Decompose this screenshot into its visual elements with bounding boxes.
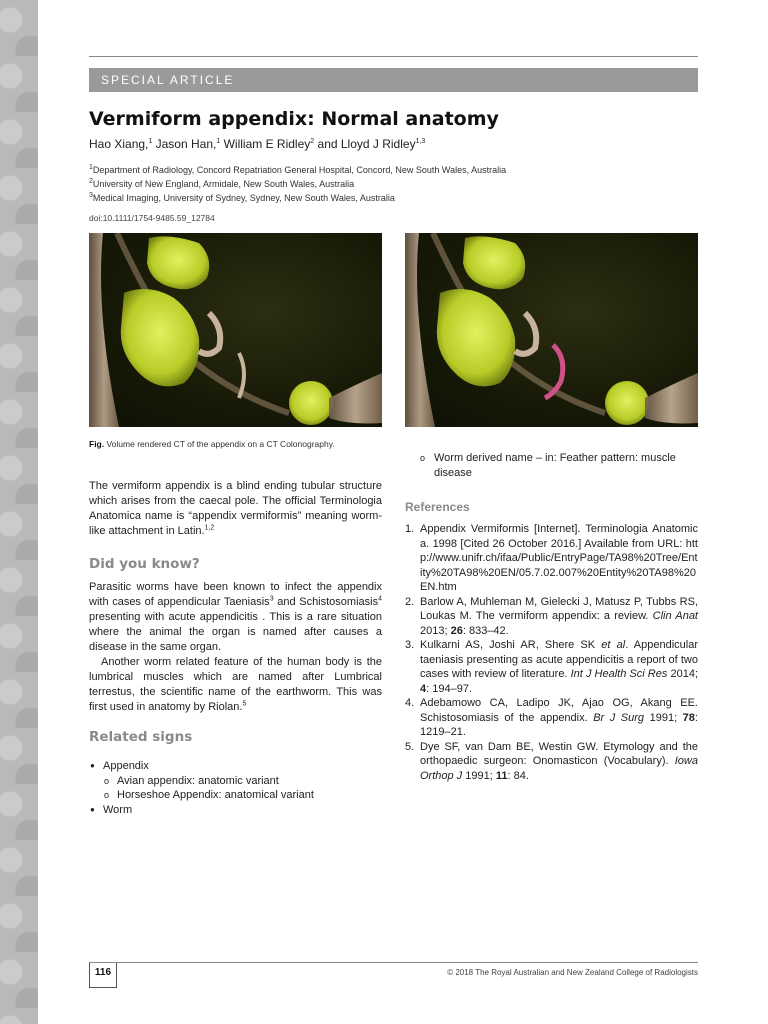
reference-item	[405, 638, 698, 696]
intro-text: The vermiform appendix is a blind ending tubular structure which arises from the caecal pole. The official Terminologia Anatomica name is “appendix vermiformis” meaning worm-like attachment in Latin.	[89, 480, 382, 537]
paragraph-text: and Schistosomiasis	[273, 596, 379, 608]
reference-pages: : 84.	[507, 769, 529, 782]
reference-text: . Appendicular taeniasis presenting as acute appendicitis a report of two cases with review of literature.	[420, 639, 699, 680]
reference-text: Adebamowo CA, Ladipo JK, Ajao OG, Akang EE. Schistosomiasis of the appendix.	[420, 697, 698, 724]
author-affiliation-number: 1	[148, 138, 153, 145]
reference-pages: : 833–42.	[462, 624, 509, 637]
reference-year: 2013;	[420, 624, 451, 637]
author-affiliation-number: 1,3	[415, 138, 426, 145]
reference-year: 2014;	[667, 668, 699, 680]
doi: doi:10.1111/1754-9485.59_12784	[89, 213, 215, 223]
figure-panel-right	[405, 233, 698, 427]
author-affiliation-number: 1	[216, 138, 221, 145]
reference-volume: 11	[495, 769, 508, 782]
did-you-know-heading: Did you know?	[89, 556, 200, 572]
author-affiliation-number: 2	[310, 138, 315, 145]
figure-caption-text: Volume rendered CT of the appendix on a CT Colonography.	[106, 439, 335, 449]
top-divider	[89, 56, 698, 57]
reference-item	[405, 740, 698, 784]
intro-paragraph	[89, 479, 382, 539]
related-signs-list	[89, 759, 382, 817]
citation: 4	[378, 595, 382, 603]
reference-number: 5.	[405, 740, 415, 753]
author-list	[89, 137, 425, 151]
reference-year: 1991;	[462, 769, 496, 782]
reference-number: 4.	[405, 697, 415, 709]
ct-render-image	[89, 233, 382, 427]
author-name: Hao Xiang,	[89, 137, 149, 151]
copyright-notice: © 2018 The Royal Australian and New Zealand College of Radiologists	[447, 968, 698, 977]
citation: 1,2	[204, 524, 215, 532]
affiliation-number: 1	[89, 164, 93, 171]
affiliations	[89, 163, 506, 205]
paragraph-text: Another worm related feature of the human body is the lumbrical muscles which are named after Lumbrical terrestus, the scientific name of the earthworm. This was first used in anatomy by Riolan.	[89, 656, 382, 713]
figure-panel-left	[89, 233, 382, 427]
references-list	[405, 522, 698, 783]
ct-render-image-highlighted	[405, 233, 698, 427]
citation: 3	[269, 595, 274, 603]
reference-year: 1991;	[644, 711, 683, 724]
list-item: ● Worm	[89, 803, 382, 818]
figure-label: Fig.	[89, 439, 105, 449]
journal-name: Int J Health Sci Res	[570, 668, 668, 680]
affiliation-text: University of New England, Armidale, New South Wales, Australia	[92, 179, 355, 189]
author-name: Jason Han,	[155, 137, 217, 151]
reference-number: 3.	[405, 639, 415, 651]
author-name: and Lloyd J Ridley	[317, 137, 416, 151]
author-name: William E Ridley	[223, 137, 311, 151]
list-subitem: o Horseshoe Appendix: anatomical variant	[89, 788, 382, 803]
list-subitem: o Avian appendix: anatomic variant	[89, 774, 382, 789]
reference-text: Appendix Vermiformis [Internet]. Terminologia Anatomica. 1998 [Cited 26 October 2016.] Available from URL: http://www.unifr.ch/ifaa/Public/EntryPage/TA98%20Tree/Entity%20TA98%20EN/05.7.02.007%20Entity%20TA98%20EN.htm	[420, 523, 698, 593]
reference-pages: : 1219–21.	[420, 711, 698, 738]
affiliation	[89, 191, 506, 205]
journal-name: Clin Anat	[652, 610, 698, 622]
affiliation-text: Medical Imaging, University of Sydney, Sydney, New South Wales, Australia	[92, 193, 395, 203]
related-signs-heading: Related signs	[89, 729, 193, 745]
affiliation	[89, 177, 506, 191]
affiliation	[89, 163, 506, 177]
reference-number: 1.	[405, 523, 415, 535]
affiliation-number: 3	[89, 192, 93, 199]
reference-item	[405, 595, 698, 639]
affiliation-number: 2	[89, 178, 93, 185]
decorative-side-strip	[0, 0, 38, 1024]
reference-text: Dye SF, van Dam BE, Westin GW. Etymology and the orthopaedic surgeon: Onomasticon (Vocabulary).	[420, 740, 698, 767]
paragraph-text: presenting with acute appendicitis . This is a rare situation where the animal the organ is named after causes a disease in the same organ.	[89, 611, 382, 653]
reference-volume: 78	[682, 711, 695, 724]
bottom-divider	[89, 962, 698, 963]
reference-text: Kulkarni AS, Joshi AR, Shere SK	[420, 639, 602, 651]
reference-number: 2.	[405, 595, 415, 608]
reference-item	[405, 696, 698, 740]
reference-item	[405, 522, 698, 595]
affiliation-text: Department of Radiology, Concord Repatriation General Hospital, Concord, New South Wales, Australia	[92, 165, 507, 175]
paragraph-text: Parasitic worms have been known to infect the appendix with cases of appendicular Taeniasis	[89, 581, 382, 608]
reference-volume: 26	[450, 624, 463, 637]
reference-volume: 4	[420, 682, 427, 695]
did-you-know-body	[89, 580, 382, 715]
et-al: et al	[601, 639, 626, 651]
references-heading: References	[405, 500, 470, 514]
reference-pages: : 194–97.	[426, 682, 472, 695]
journal-name: Iowa Orthop J	[420, 755, 698, 782]
page-number: 116	[89, 963, 117, 988]
journal-name: Br J Surg	[593, 711, 645, 724]
list-item: ● Appendix	[89, 759, 382, 774]
list-subitem: o Worm derived name – in: Feather pattern: muscle disease	[420, 451, 698, 480]
reference-text: Barlow A, Muhleman M, Gielecki J, Matusz P, Tubbs RS, Loukas M. The vermiform appendix: a review.	[420, 595, 698, 622]
figure-caption	[89, 439, 335, 449]
article-title: Vermiform appendix: Normal anatomy	[89, 108, 499, 130]
section-banner: SPECIAL ARTICLE	[89, 68, 698, 92]
citation: 5	[242, 700, 247, 708]
